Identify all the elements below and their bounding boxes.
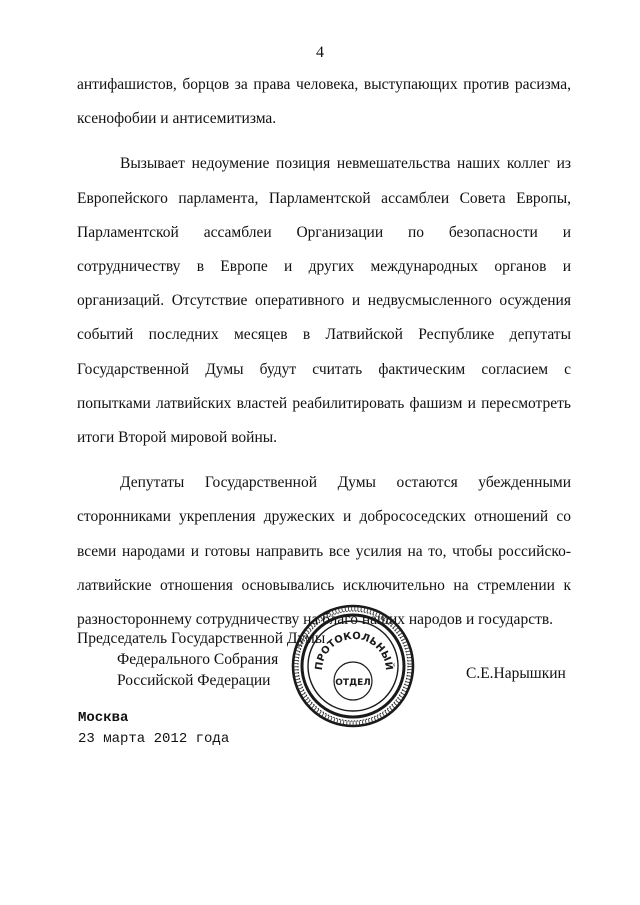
paragraph-deputies: Депутаты Государственной Думы остаются убежденными сторонниками укрепления дружеских и добрососедских отношений со всеми народами и готовы направить все усилия на то, чтобы российско-латвийские отношения основывались исключительно на стремлении к разностороннему сотрудничеству на благо наших народов и государств. <box>77 474 571 629</box>
footer-city: Москва <box>78 710 129 726</box>
footer-date: 23 марта 2012 года <box>78 731 230 747</box>
paragraph-continuation: антифашистов, борцов за права человека, выступающих против расизма, ксенофобии и антисемитизма. <box>77 76 571 128</box>
seal-arc-text: ПРОТОКОЛЬНЫЙ <box>313 630 395 671</box>
signature-title-line-3: Российской Федерации <box>117 672 271 689</box>
signer-name: С.Е.Нарышкин <box>466 665 566 682</box>
document-footer <box>78 708 229 750</box>
official-seal <box>288 601 418 731</box>
seal-center-text: ОТДЕЛ <box>335 678 371 688</box>
page-number: 4 <box>316 44 324 61</box>
document-body <box>77 68 571 637</box>
paragraph-european-parliament: Вызывает недоумение позиция невмешательства наших коллег из Европейского парламента, Парламентской ассамблеи Совета Европы, Парламентской ассамблеи Организации по безопасности и сотрудничеству в Европе и других международных органов и организаций. Отсутствие оперативного и недвусмысленного осуждения событий последних месяцев в Латвийской Республике депутаты Государственной Думы будут считать фактическим согласием с попытками латвийских властей реабилитировать фашизм и пересмотреть итоги Второй мировой войны. <box>77 155 571 447</box>
signature-title-line-2: Федерального Собрания <box>117 651 279 668</box>
signature-title-line-1: Председатель Государственной Думы <box>77 630 326 647</box>
